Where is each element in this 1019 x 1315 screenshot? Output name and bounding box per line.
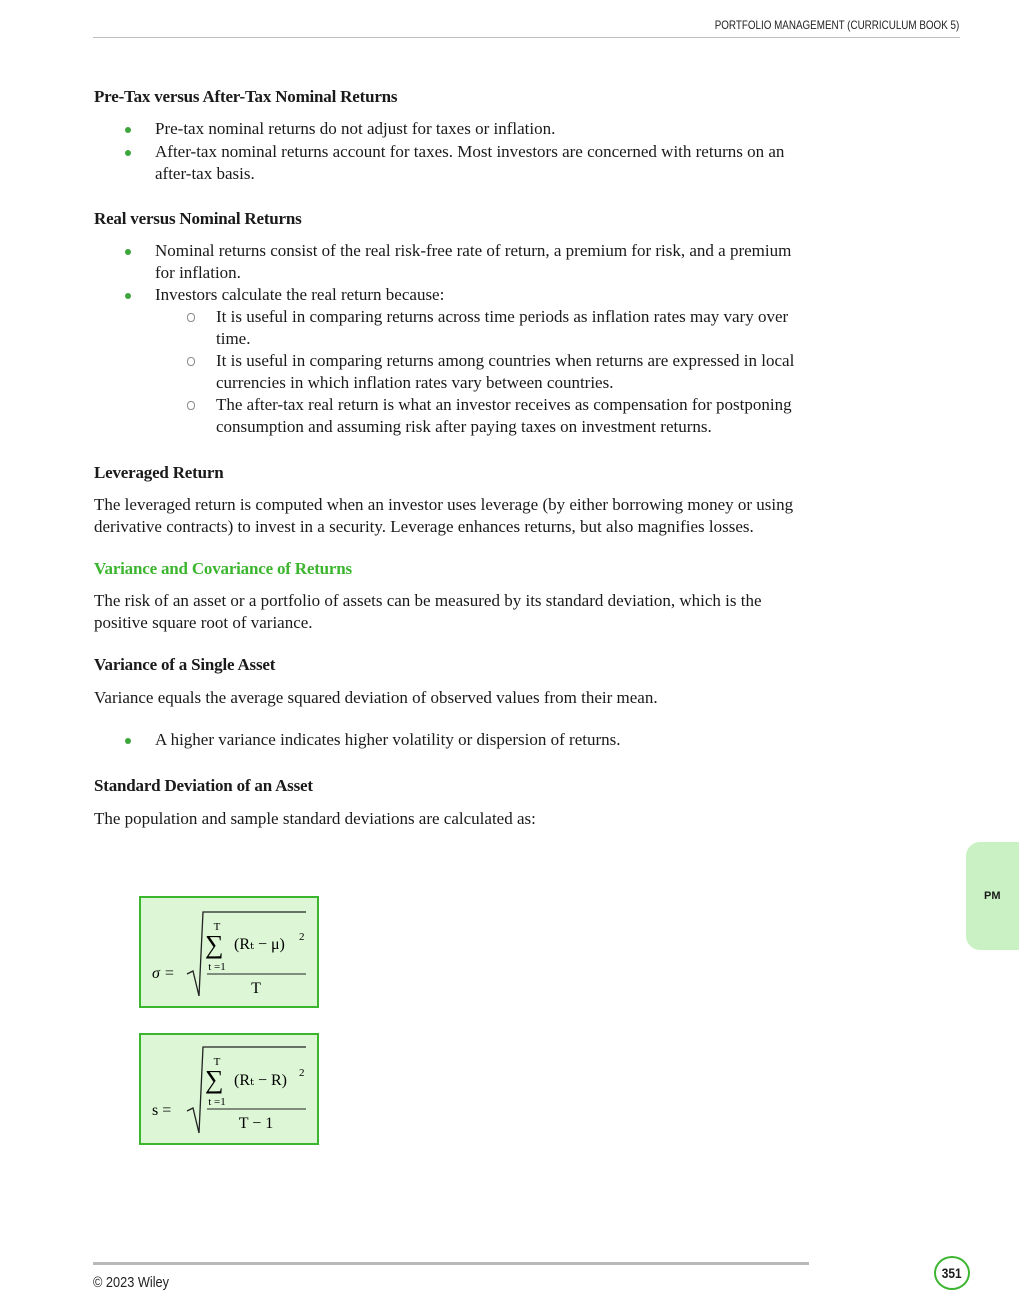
sub-list-item: The after-tax real return is what an investor receives as compensation for postponing consumption and assuming risk after paying taxes on investment returns. <box>94 394 806 438</box>
formula-term: (Rₜ − μ) <box>234 936 285 953</box>
variance-bullet-list <box>94 729 806 751</box>
list-item: A higher variance indicates higher volatility or dispersion of returns. <box>94 729 806 751</box>
formula-lhs: σ = <box>152 965 175 982</box>
formula-exponent: 2 <box>299 931 305 943</box>
sub-list-item: It is useful in comparing returns among countries when returns are expressed in local currencies in which inflation rates vary between countries. <box>94 350 806 394</box>
bullet-circle-icon <box>187 357 195 366</box>
summation-icon: ∑ <box>205 1065 224 1094</box>
bullet-circle-icon <box>187 313 195 322</box>
list-item: Nominal returns consist of the real risk-free rate of return, a premium for risk, and a premium for inflation. <box>94 240 806 284</box>
bullet-dot-icon <box>125 150 131 156</box>
heading-variance-covariance: Variance and Covariance of Returns <box>94 559 352 578</box>
sub-list-item: It is useful in comparing returns across time periods as inflation rates may vary over time. <box>94 306 806 350</box>
page-content <box>94 86 806 830</box>
heading-pretax: Pre-Tax versus After-Tax Nominal Returns <box>94 87 398 106</box>
heading-standard-deviation: Standard Deviation of an Asset <box>94 776 313 795</box>
running-header-title: PORTFOLIO MANAGEMENT (CURRICULUM BOOK 5) <box>714 18 959 32</box>
heading-variance-single-asset: Variance of a Single Asset <box>94 655 276 674</box>
footer-rule <box>93 1262 809 1265</box>
heading-real-vs-nominal: Real versus Nominal Returns <box>94 209 302 228</box>
sum-lower-limit: t =1 <box>208 1096 226 1108</box>
sample-formula-graphic <box>141 1035 317 1143</box>
variance-covariance-paragraph: The risk of an asset or a portfolio of assets can be measured by its standard deviation, which is the positive square root of variance. <box>94 591 762 632</box>
formula-lhs: s = <box>152 1102 172 1119</box>
page-number: 351 <box>942 1265 962 1281</box>
sum-upper-limit: T <box>213 1056 221 1068</box>
real-bullet-list <box>94 240 806 438</box>
section-side-tab[interactable] <box>966 842 1019 950</box>
bullet-dot-icon <box>125 293 131 299</box>
pretax-bullet-list <box>94 118 806 185</box>
variance-single-paragraph: Variance equals the average squared deviation of observed values from their mean. <box>94 688 658 707</box>
summation-icon: ∑ <box>205 930 224 959</box>
side-tab-label: PM <box>984 890 1001 902</box>
list-item: After-tax nominal returns account for taxes. Most investors are concerned with returns on an after-tax basis. <box>94 141 806 185</box>
formula-exponent: 2 <box>299 1067 305 1079</box>
formula-denominator: T <box>251 980 261 997</box>
formula-sample-std-dev <box>139 1033 319 1145</box>
sum-lower-limit: t =1 <box>208 961 226 973</box>
page-number-badge <box>934 1256 970 1290</box>
population-formula-graphic <box>141 898 317 1006</box>
copyright-notice: © 2023 Wiley <box>93 1274 170 1291</box>
leveraged-paragraph: The leveraged return is computed when an investor uses leverage (by either borrowing money or using derivative contracts) to invest in a security. Leverage enhances returns, but also magnifies losses. <box>94 495 794 536</box>
bullet-circle-icon <box>187 401 195 410</box>
header-rule <box>93 37 960 38</box>
bullet-dot-icon <box>125 738 131 744</box>
standard-deviation-paragraph: The population and sample standard deviations are calculated as: <box>94 809 536 828</box>
bullet-dot-icon <box>125 127 131 133</box>
formula-denominator: T − 1 <box>238 1115 274 1132</box>
bullet-dot-icon <box>125 249 131 255</box>
list-item: Investors calculate the real return because: <box>94 284 806 306</box>
formula-population-std-dev <box>139 896 319 1008</box>
heading-leveraged-return: Leveraged Return <box>94 463 224 482</box>
list-item: Pre-tax nominal returns do not adjust for taxes or inflation. <box>94 118 806 140</box>
formula-term: (Rₜ − R) <box>234 1072 287 1089</box>
sum-upper-limit: T <box>213 921 221 933</box>
